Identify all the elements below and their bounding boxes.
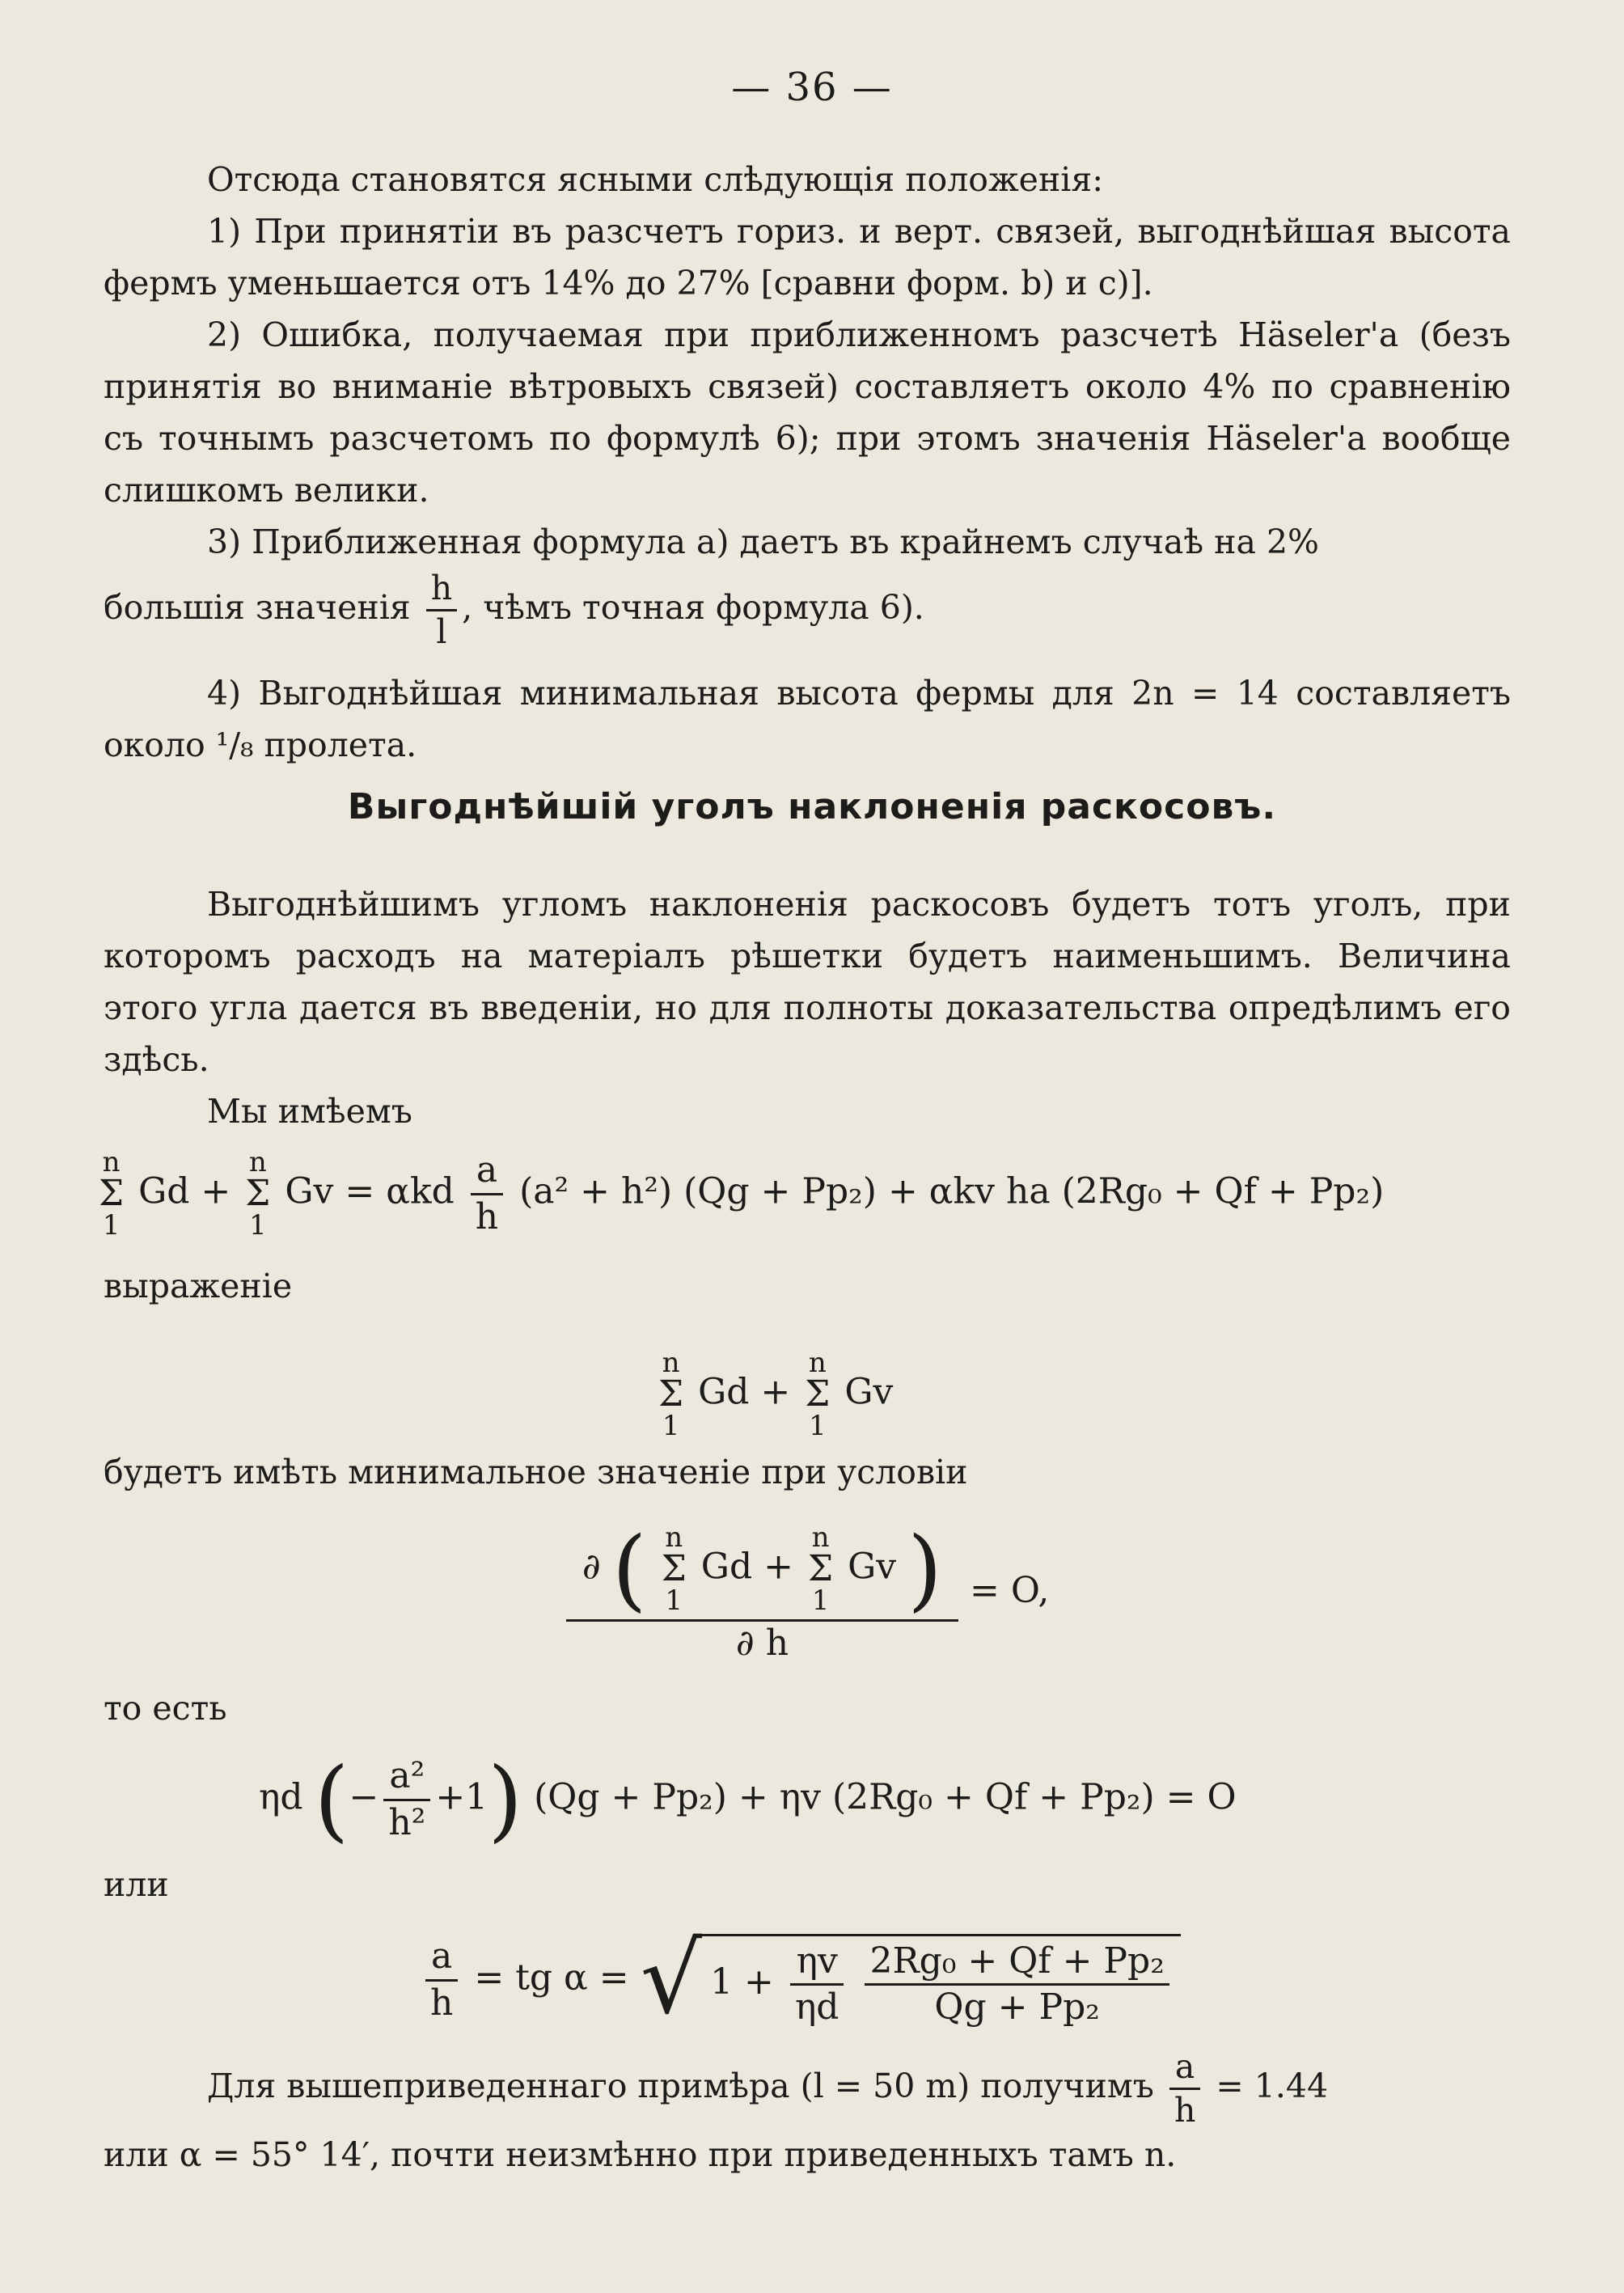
formula-1	[95, 1146, 1385, 1242]
formula-3-rhs: = O,	[970, 1570, 1050, 1612]
sum-symbol: n Σ 1	[658, 1347, 684, 1442]
final-line-2: или α = 55° 14′, почти неизмѣнно при приведенныхъ тамъ n.	[104, 2135, 1177, 2174]
word-to-est: то есть	[104, 1689, 227, 1728]
body-section	[104, 878, 1511, 1137]
formula-1-part-b: Gv = αkd	[285, 1170, 455, 1212]
intro-point-2: 2) Ошибка, получаемая при приближенномъ разсчетѣ Häseler'а (безъ принятія во вниманіе вѣтровыхъ связей) составляетъ около 4% по сравненію съ точнымъ разсчетомъ по формулѣ 6); при этомъ значенія Häseler'а вообще слишкомъ велики.	[104, 315, 1511, 510]
intro-point-3-cont	[104, 569, 1511, 652]
sqrt-sign: √	[640, 1923, 703, 2036]
sum-symbol: n Σ 1	[99, 1146, 125, 1242]
final-line-1: Для вышеприведеннаго примѣра (l = 50 m) получимъ $\frac{a}{h}$ = 1.44	[207, 2047, 1329, 2130]
sum-symbol: n Σ 1	[245, 1146, 271, 1242]
body-paragraph-1: Выгоднѣйшимъ угломъ наклоненія раскосовъ будетъ тотъ уголъ, при которомъ расходъ на матеріалъ рѣшетки будетъ наименьшимъ. Величина этого угла дается въ введеніи, но для полноты доказательства опредѣлимъ его здѣсь.	[104, 885, 1511, 1079]
word-budet: будетъ имѣть минимальное значеніе при условіи	[104, 1453, 968, 1491]
page-number: — 36 —	[731, 65, 893, 110]
formula-2: n Σ 1 Gd + n Σ 1 Gv	[658, 1347, 894, 1442]
intro-point-4: 4) Выгоднѣйшая минимальная высота фермы для 2n = 14 составляетъ около ¹/₈ пролета.	[104, 674, 1511, 765]
formula-3	[566, 1517, 1050, 1664]
intro-point-3-c: , чѣмъ точная формула 6).	[462, 588, 924, 628]
intro-point-3	[104, 516, 1511, 568]
formula-5: $\frac{a}{h}$ = tg α = √ 1 + $\frac{\eta v}{\eta d}$ $\frac{\text{2Rg₀ + Qf + Pp₂}}{\text{Qg + Pp₂}}$	[421, 1931, 1181, 2029]
word-vyrazhenie: выраженіе	[104, 1267, 293, 1305]
intro-point-3-b: большія значенія	[104, 588, 411, 628]
frac-den: l	[436, 612, 447, 652]
formula-1-part-a: Gd +	[138, 1170, 231, 1212]
partial-derivative-fraction: ∂ ( n Σ 1 Gd + n Σ 1 Gv ) ∂ h	[566, 1524, 958, 1662]
frac-num: h	[426, 571, 457, 611]
sum-symbol: n Σ 1	[805, 1347, 831, 1442]
h-over-l-fraction	[426, 569, 457, 652]
intro-lead: Отсюда становятся ясными слѣдующія положенія:	[207, 160, 1104, 199]
word-ili: или	[104, 1865, 169, 1904]
a-over-h-fraction: $\frac{a}{h}$	[471, 1152, 503, 1235]
section-title: Выгоднѣйшій уголъ наклоненія раскосовъ.	[347, 786, 1277, 827]
formula-4: ηd (− $\frac{\text{a²}}{\text{h²}}$ +1) (Qg + Pp₂) + ηv (2Rg₀ + Qf + Pp₂) = O	[259, 1748, 1237, 1851]
formula-1-part-c: (a² + h²) (Qg + Pp₂) + αkv ha (2Rg₀ + Qf + Pp₂)	[519, 1170, 1385, 1212]
sqrt-content: 1 + $\frac{\eta v}{\eta d}$ $\frac{\text{2Rg₀ + Qf + Pp₂}}{\text{Qg + Pp₂}}$	[702, 1934, 1181, 2026]
intro-section	[104, 154, 1511, 771]
intro-point-1: 1) При принятіи въ разсчетъ гориз. и верт. связей, выгоднѣйшая высота фермъ уменьшается отъ 14% до 27% [сравни форм. b) и c)].	[104, 212, 1511, 302]
intro-point-3-a: 3) Приближенная формула a) даетъ въ крайнемъ случаѣ на 2%	[207, 522, 1319, 561]
body-paragraph-2: Мы имѣемъ	[207, 1092, 412, 1131]
